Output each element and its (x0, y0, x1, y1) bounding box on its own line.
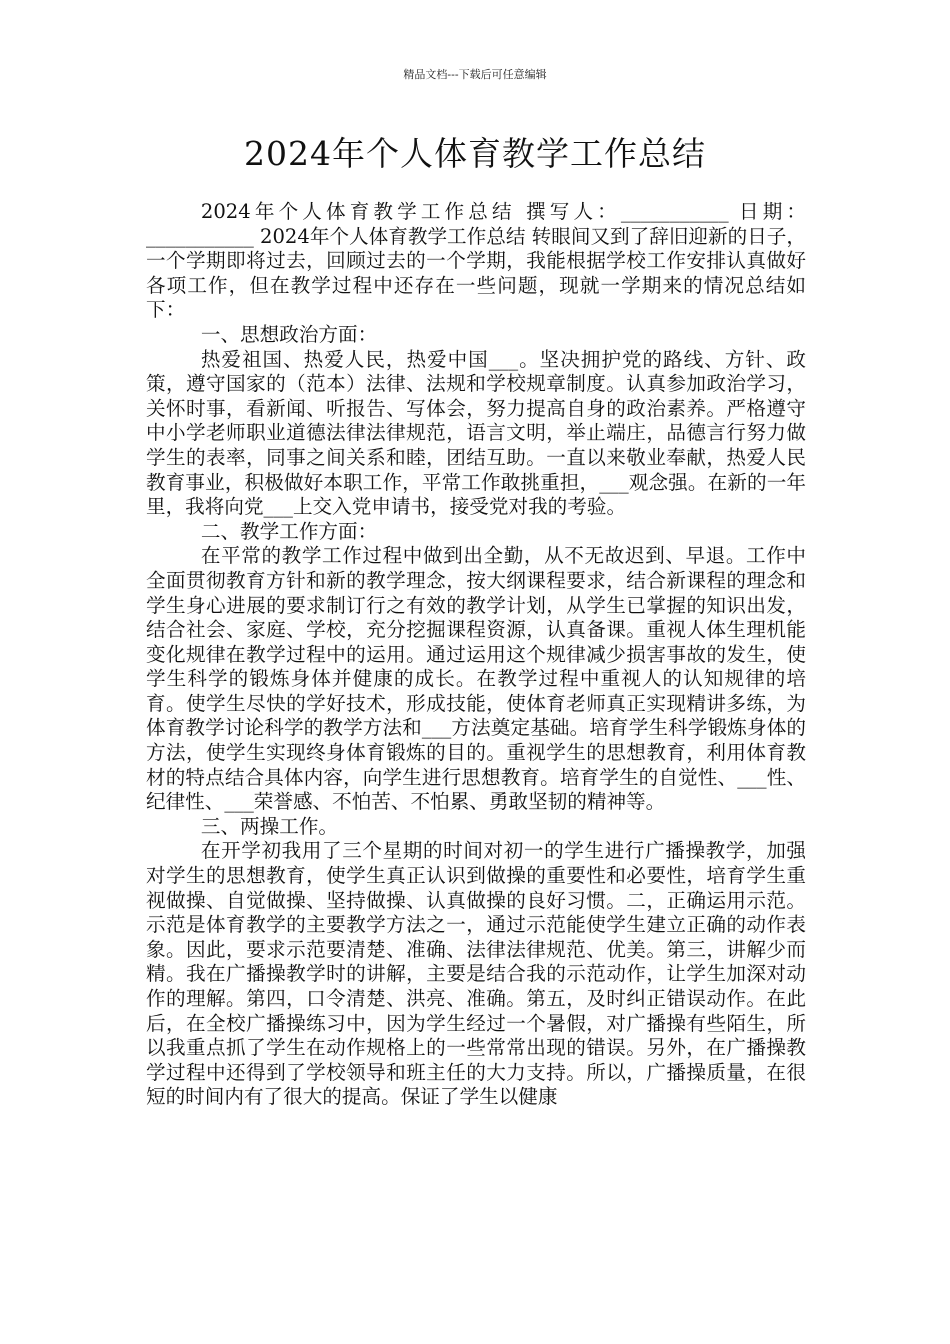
politics-paragraph: 热爱祖国、热爱人民，热爱中国___。坚决拥护党的路线、方针、政策，遵守国家的（范本）法律、法规和学校规章制度。认真参加政治学习，关怀时事，看新闻、听报告、写体会，努力提高自身的政治素养。严格遵守中小学老师职业道德法律法律规范，语言文明，举止端庄，品德言行努力做学生的表率，同事之间关系和睦，团结互助。一直以来敬业奉献，热爱人民教育事业，积极做好本职工作，平常工作敢挑重担，___观念强。在新的一年里，我将向党___上交入党申请书，接受党对我的考验。 (146, 347, 806, 519)
exercises-paragraph: 在开学初我用了三个星期的时间对初一的学生进行广播操教学，加强对学生的思想教育，使学生真正认识到做操的重要性和必要性，培育学生重视做操、自觉做操、坚持做操、认真做操的良好习惯。二，正确运用示范。示范是体育教学的主要教学方法之一，通过示范能使学生建立正确的动作表象。因此，要求示范要清楚、准确、法律法律规范、优美。第三，讲解少而精。我在广播操教学时的讲解，主要是结合我的示范动作，让学生加深对动作的理解。第四，口令清楚、洪亮、准确。第五，及时纠正错误动作。在此后，在全校广播操练习中，因为学生经过一个暑假，对广播操有些陌生，所以我重点抓了学生在动作规格上的一些常常出现的错误。另外，在广播操教学过程中还得到了学校领导和班主任的大力支持。所以，广播操质量，在很短的时间内有了很大的提高。保证了学生以健康 (146, 839, 806, 1109)
section-heading-teaching: 二、教学工作方面： (200, 519, 378, 543)
section-heading-politics: 一、思想政治方面： (200, 322, 378, 346)
teaching-paragraph: 在平常的教学工作过程中做到出全勤，从不无故迟到、早退。工作中全面贯彻教育方针和新的教学理念，按大纲课程要求，结合新课程的理念和学生身心进展的要求制订行之有效的教学计划，从学生已掌握的知识出发，结合社会、家庭、学校，充分挖掘课程资源，认真备课。重视人体生理机能变化规律在教学过程中的运用。通过运用这个规律减少损害事故的发生，使学生科学的锻炼身体并健康的成长。在教学过程中重视人的认知规律的培育。使学生尽快的学好技术，形成技能，使体育老师真正实现精讲多练，为体育教学讨论科学的教学方法和___方法奠定基础。培育学生科学锻炼身体的方法，使学生实现终身体育锻炼的目的。重视学生的思想教育，利用体育教材的特点结合具体内容，向学生进行思想教育。培育学生的自觉性、___性、纪律性、___荣誉感、不怕苦、不怕累、勇敢坚韧的精神等。 (146, 544, 806, 814)
section-heading-exercises: 三、两操工作。 (200, 814, 339, 838)
header-note: 精品文档---下载后可任意编辑 (403, 68, 547, 81)
document-title: 2024年个人体育教学工作总结 (244, 134, 706, 173)
intro-paragraph: 2024年个人体育教学工作总结 撰写人：___________ 日期：___________ 2024年个人体育教学工作总结 转眼间又到了辞旧迎新的日子，一个学期即将过去，回顾过去的一个学期，我能根据学校工作安排认真做好各项工作，但在教学过程中还存在一些问题，现就一学期来的情况总结如下： (146, 200, 806, 322)
document-body (146, 200, 806, 1110)
